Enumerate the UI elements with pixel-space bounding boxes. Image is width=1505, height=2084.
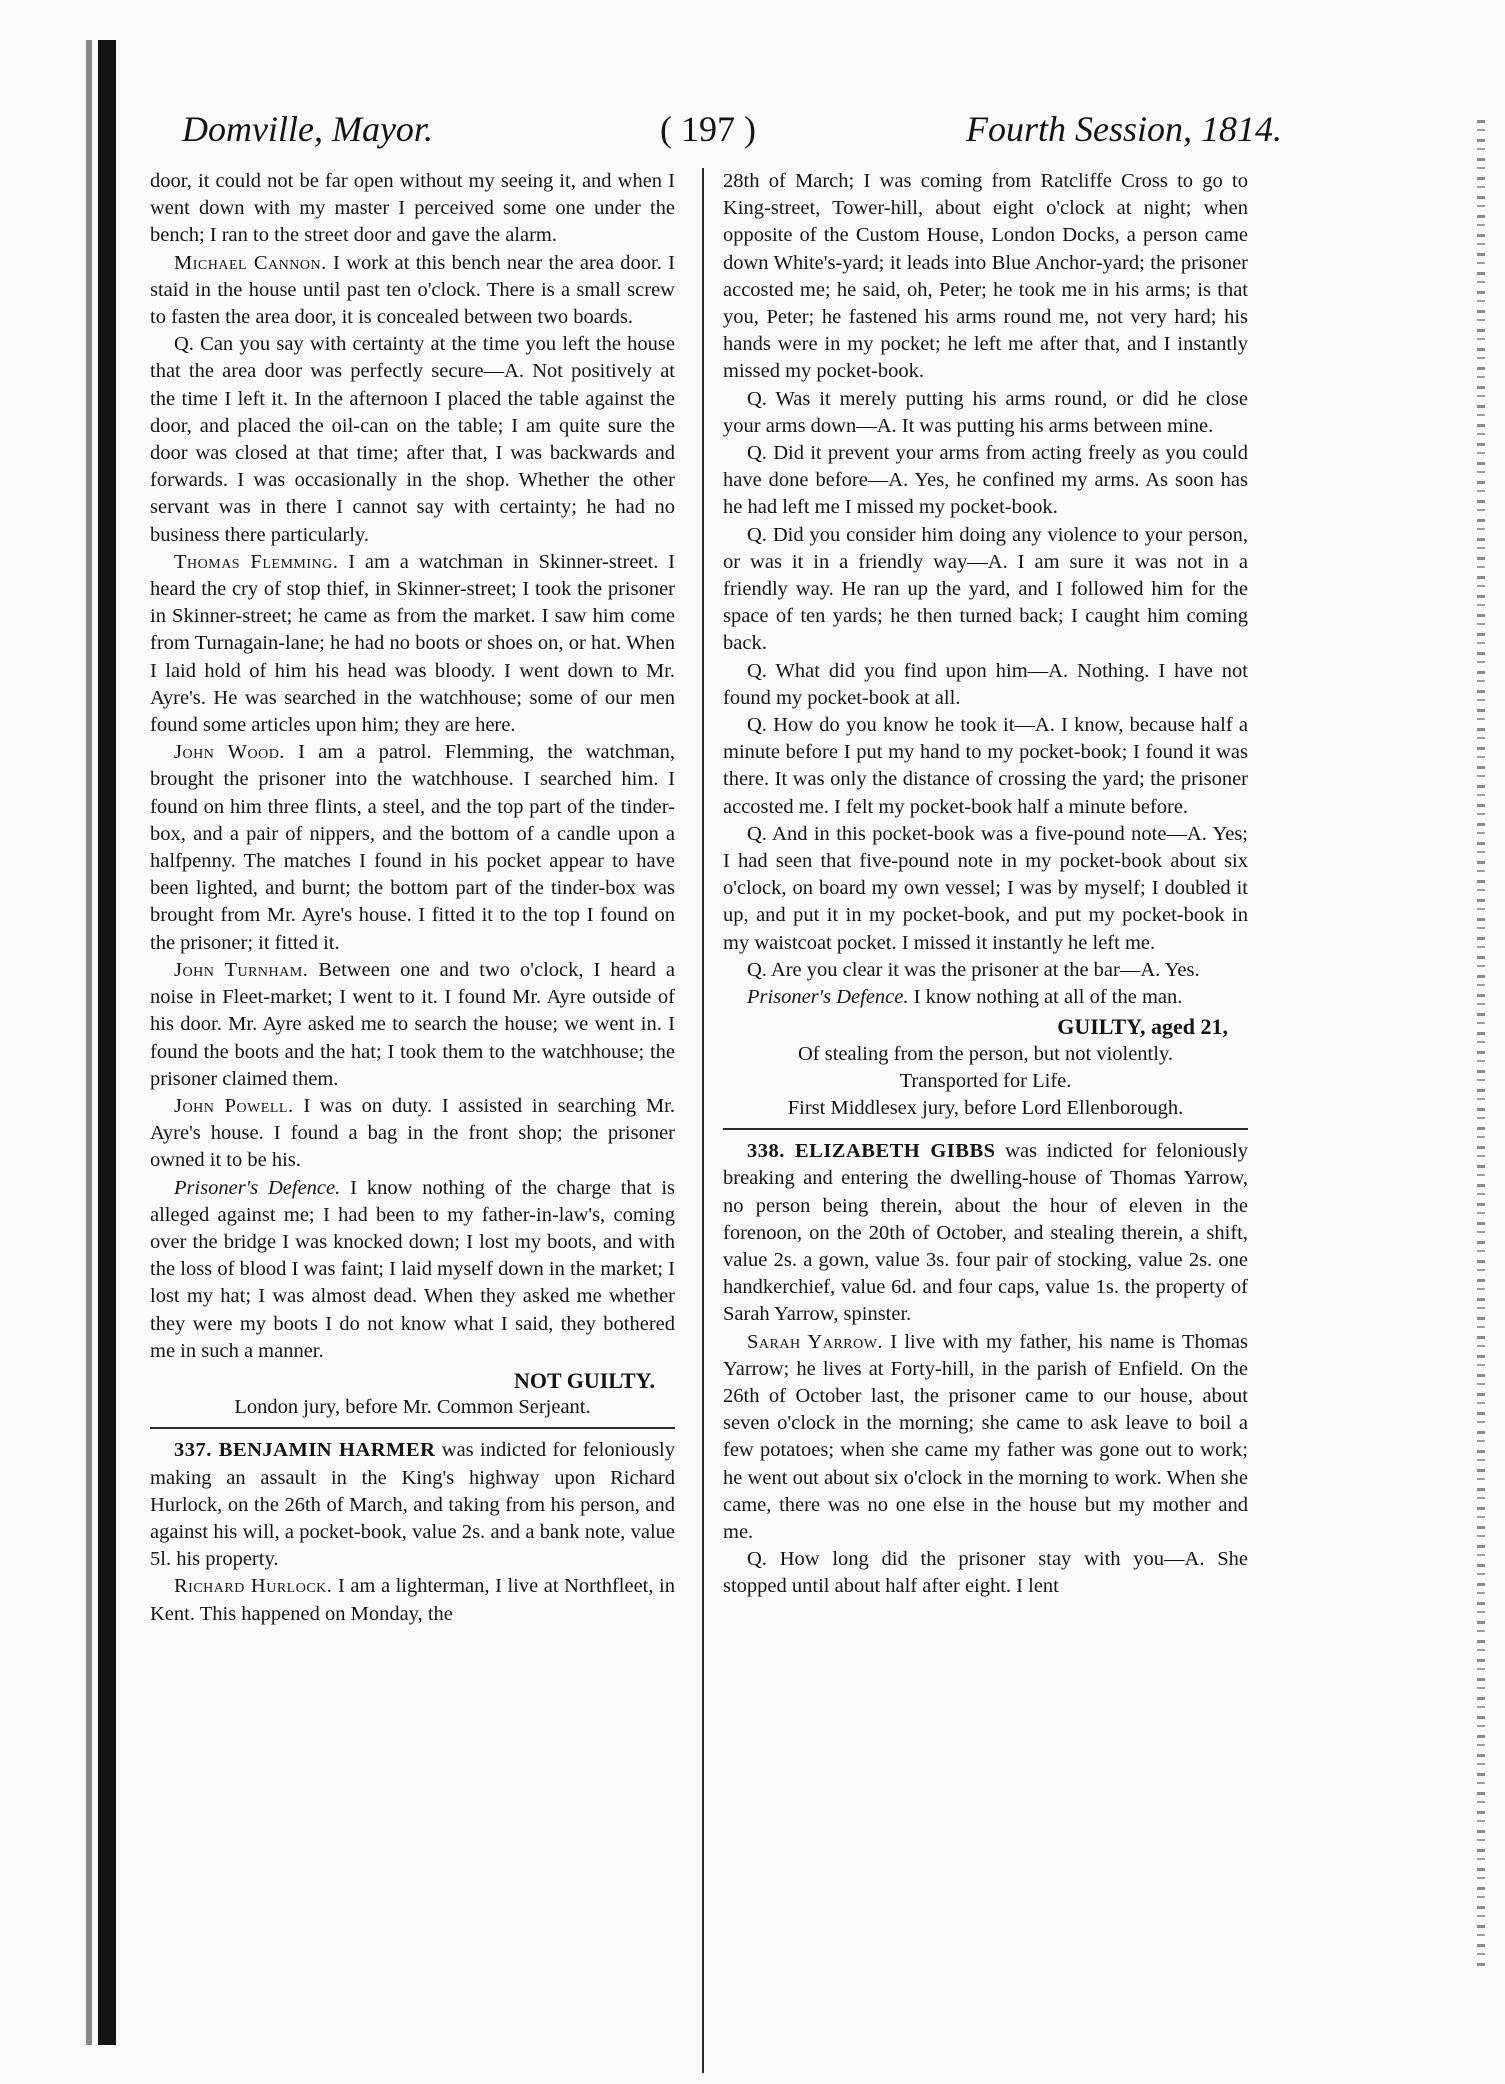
witness-name: Richard Hurlock.	[174, 1575, 333, 1598]
question-paragraph: Q. What did you find upon him—A. Nothing. I have not found my pocket-book at all.	[723, 659, 1248, 709]
right-column	[723, 168, 1248, 1601]
case-heading: 337. BENJAMIN HARMER	[174, 1439, 436, 1462]
column-divider	[702, 168, 704, 2073]
witness-name: Michael Cannon.	[174, 251, 327, 274]
testimony-paragraph: Michael Cannon. I work at this bench near the area door. I staid in the house until past ten o'clock. There is a small screw to fasten the area door, it is concealed between two boards.	[150, 251, 675, 329]
jury-line: First Middlesex jury, before Lord Ellenborough.	[787, 1096, 1184, 1119]
jury-line: London jury, before Mr. Common Serjeant.	[234, 1396, 591, 1419]
scan-edge-shadow	[86, 40, 92, 2045]
question-paragraph: Q. And in this pocket-book was a five-pound note—A. Yes; I had seen that five-pound note in my pocket-book about six o'clock, on board my own vessel; I was by myself; I doubled it up, and put it in my pocket-book, and put my pocket-book in my waistcoat pocket. I missed it instantly he left me.	[723, 822, 1248, 954]
witness-name: John Turnham.	[174, 958, 309, 981]
testimony-paragraph: John Wood. I am a patrol. Flemming, the watchman, brought the prisoner into the watchhouse. I searched him. I found on him three flints, a steel, and the top part of the tinder-box, and a pair of nippers, and the bottom of a candle upon a halfpenny. The matches I found in his pocket appear to have been lighted, and burnt; the bottom part of the tinder-box was brought from Mr. Ayre's house. I fitted it to the top I found on the prisoner; it fitted it.	[150, 741, 676, 954]
testimony-paragraph: John Turnham. Between one and two o'clock, I heard a noise in Fleet-market; I went to it. I found Mr. Ayre outside of his door. Mr. Ayre asked me to search the house; we went in. I found the boots and the hat; I took them to the watchhouse; the prisoner claimed them.	[150, 958, 675, 1090]
left-column	[150, 168, 675, 1628]
defence-paragraph: Prisoner's Defence. I know nothing at all of the man.	[747, 986, 1183, 1009]
case-rule	[723, 1128, 1248, 1130]
question-paragraph: Q. Can you say with certainty at the time you left the house that the area door was perfectly secure—A. Not positively at the time I left it. In the afternoon I placed the table against the door, and placed the oil-can on the table; I am quite sure the door was closed at that time; after that, I was backwards and forwards. I was occasionally in the shop. Whether the other servant was in there I cannot say with certainty; he had no business there particularly.	[150, 333, 675, 546]
paragraph: 28th of March; I was coming from Ratcliffe Cross to go to King-street, Tower-hill, about eight o'clock at night; when opposite of the Custom House, London Docks, a person came down White's-yard; it leads into Blue Anchor-yard; the prisoner accosted me; he said, oh, Peter; he took me in his arms; is that you, Peter; he fastened his arms round me, not very hard; his hands were in my pocket; he left me after that, and I instantly missed my pocket-book.	[723, 170, 1248, 383]
witness-name: Thomas Flemming.	[174, 550, 339, 573]
question-paragraph: Q. How do you know he took it—A. I know, because half a minute before I put my hand to my pocket-book; I found it was there. It was only the distance of crossing the yard; the prisoner accosted me. I felt my pocket-book half a minute before.	[723, 714, 1248, 818]
witness-name: John Wood.	[174, 741, 285, 764]
page-number: ( 197 )	[660, 109, 756, 149]
testimony-paragraph: Thomas Flemming. I am a watchman in Skinner-street. I heard the cry of stop thief, in Skinner-street; I took the prisoner in Skinner-street; he came as from the market. I saw him come from Turnagain-lane; he had no boots or shoes on, or hat. When I laid hold of him his head was bloody. I went down to Mr. Ayre's. He was searched in the watchhouse; some of our men found some articles upon him; they are here.	[150, 550, 676, 737]
case-heading: 338. ELIZABETH GIBBS	[747, 1140, 996, 1163]
question-paragraph: Q. How long did the prisoner stay with you—A. She stopped until about half after eight. I lent	[723, 1548, 1248, 1598]
defence-label: Prisoner's Defence.	[174, 1176, 341, 1199]
paragraph: door, it could not be far open without my seeing it, and when I went down with my master I perceived some one under the bench; I ran to the street door and gave the alarm.	[150, 170, 675, 247]
running-head-right: Fourth Session, 1814.	[965, 109, 1282, 149]
indictment-paragraph: 338. ELIZABETH GIBBS was indicted for feloniously breaking and entering the dwelling-house of Thomas Yarrow, no person being therein, about the hour of eleven in the forenoon, on the 20th of October, and stealing therein, a shift, value 2s. a gown, value 3s. four pair of stocking, value 2s. one handkerchief, value 6d. and four caps, value 1s. the property of Sarah Yarrow, spinster.	[723, 1140, 1249, 1326]
defence-paragraph: Prisoner's Defence. I know nothing of the charge that is alleged against me; I had been to my father-in-law's, coming over the bridge I was knocked down; I lost my boots, and with the loss of blood I was faint; I laid myself down in the market; I lost my hat; I was almost dead. When they asked me whether they were my boots I do not know what I said, they bothered me in such a manner.	[150, 1176, 675, 1362]
verdict: GUILTY, aged 21,	[1057, 1014, 1228, 1040]
testimony-paragraph: Sarah Yarrow. I live with my father, his name is Thomas Yarrow; he lives at Forty-hill, in the parish of Enfield. On the 26th of October last, the prisoner came to our house, about seven o'clock in the morning; she came to ask leave to boil a few potatoes; when she came my father was gone out to work; he went out about six o'clock in the morning to work. When she came, there was no one else in the house but my mother and me.	[723, 1330, 1248, 1543]
case-rule	[150, 1427, 675, 1429]
witness-name: Sarah Yarrow.	[747, 1330, 884, 1353]
testimony-paragraph: Richard Hurlock. I am a lighterman, I live at Northfleet, in Kent. This happened on Monday, the	[150, 1575, 675, 1625]
verdict-detail: Of stealing from the person, but not violently.	[797, 1042, 1173, 1065]
question-paragraph: Q. Was it merely putting his arms round, or did he close your arms down—A. It was putting his arms between mine.	[723, 387, 1248, 437]
running-head-left: Domville, Mayor.	[182, 109, 433, 149]
scan-binding-edge	[98, 40, 116, 2045]
indictment-paragraph: 337. BENJAMIN HARMER was indicted for feloniously making an assault in the King's highway upon Richard Hurlock, on the 26th of March, and taking from his person, and against his will, a pocket-book, value 2s. and a bank note, value 5l. his property.	[150, 1439, 675, 1571]
sentence: Transported for Life.	[899, 1069, 1072, 1092]
defence-label: Prisoner's Defence.	[747, 986, 909, 1009]
page-header	[182, 108, 1282, 156]
verdict: NOT GUILTY.	[513, 1367, 655, 1393]
scan-right-edge	[1477, 120, 1485, 1970]
question-paragraph: Q. Did you consider him doing any violence to your person, or was it in a friendly way—A. I am sure it was not in a friendly way. He ran up the yard, and I followed him for the space of ten yards; he then turned back; I caught him coming back.	[723, 523, 1248, 655]
witness-name: John Powell.	[174, 1094, 294, 1117]
testimony-paragraph: John Powell. I was on duty. I assisted in searching Mr. Ayre's house. I found a bag in the front shop; the prisoner owned it to be his.	[150, 1094, 675, 1172]
question-paragraph: Q. Are you clear it was the prisoner at the bar—A. Yes.	[747, 958, 1200, 981]
question-paragraph: Q. Did it prevent your arms from acting freely as you could have done before—A. Yes, he confined my arms. As soon has he had left me I missed my pocket-book.	[723, 442, 1248, 519]
